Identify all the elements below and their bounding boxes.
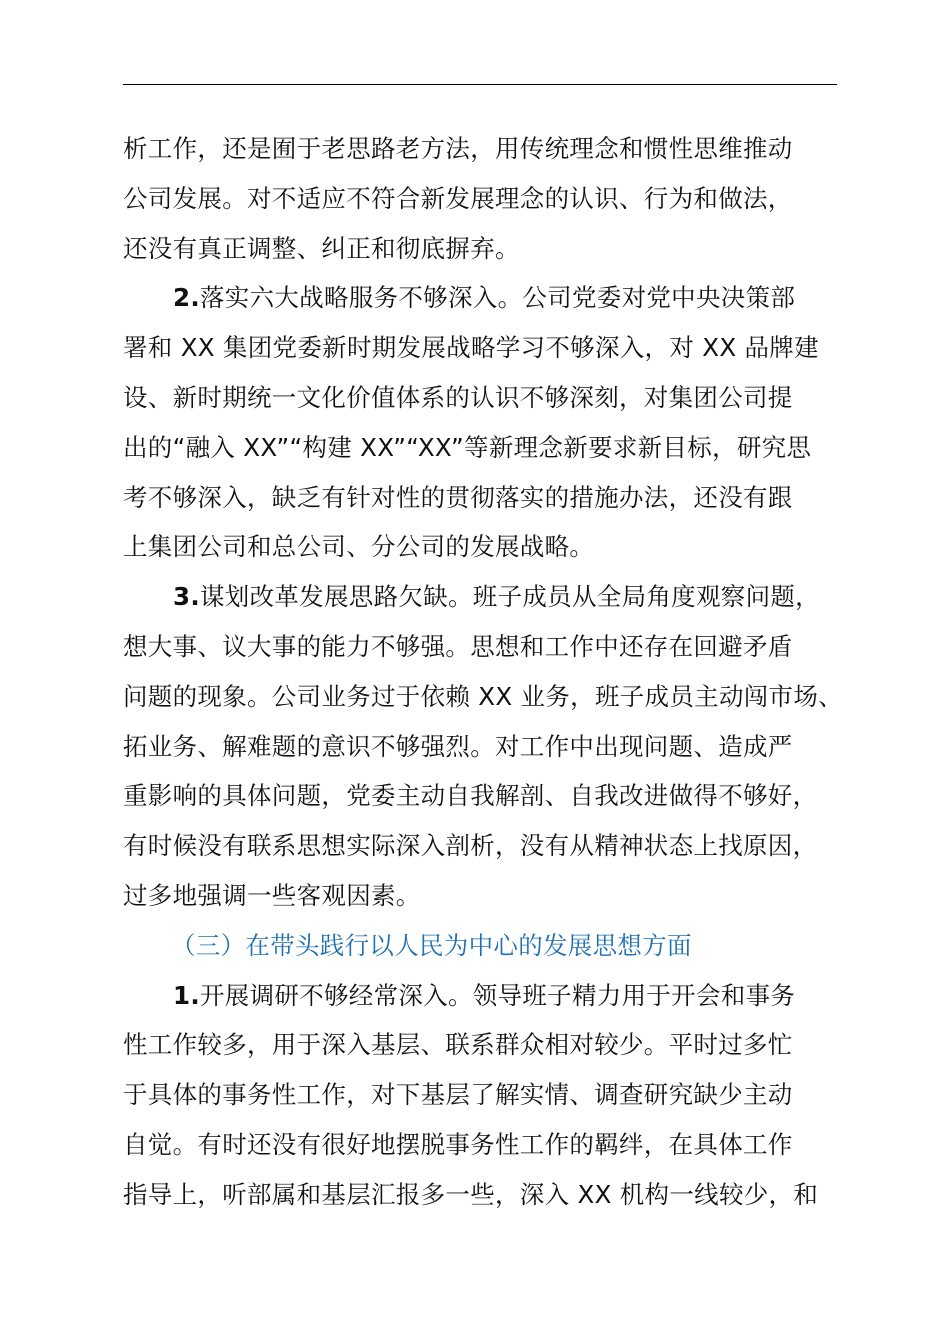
text-line	[123, 572, 837, 622]
section-heading	[123, 921, 837, 971]
header-rule	[123, 84, 837, 85]
text-line: 出的“融入 XX”“构建 XX”“XX”等新理念新要求新目标，研究思	[123, 432, 812, 462]
text-line: 重影响的具体问题，党委主动自我解剖、自我改进做得不够好，	[123, 781, 818, 811]
item-lead-text: 开展调研不够经常深入。领导班子精力用于开会和事务	[199, 980, 796, 1010]
text-line: 还没有真正调整、纠正和彻底摒弃。	[123, 233, 520, 263]
section-heading-text: （三）在带头践行以人民为中心的发展思想方面	[171, 930, 692, 960]
text-line: 想大事、议大事的能力不够强。思想和工作中还存在回避矛盾	[123, 631, 793, 661]
text-line: 有时候没有联系思想实际深入剖析，没有从精神状态上找原因，	[123, 831, 818, 861]
text-line: 过多地强调一些客观因素。	[123, 880, 421, 910]
text-line: 公司发展。对不适应不符合新发展理念的认识、行为和做法，	[123, 183, 793, 213]
document-body	[123, 124, 843, 1220]
text-line: 于具体的事务性工作，对下基层了解实情、调查研究缺少主动	[123, 1080, 793, 1110]
text-line: 问题的现象。公司业务过于依赖 XX 业务，班子成员主动闯市场、	[123, 681, 843, 711]
item-lead-text: 谋划改革发展思路欠缺。班子成员从全局角度观察问题，	[199, 582, 820, 612]
text-line: 性工作较多，用于深入基层、联系群众相对较少。平时过多忙	[123, 1030, 793, 1060]
text-line	[123, 273, 837, 323]
item-lead-text: 落实六大战略服务不够深入。公司党委对党中央决策部	[199, 283, 796, 313]
text-line: 自觉。有时还没有很好地摆脱事务性工作的羁绊，在具体工作	[123, 1129, 793, 1159]
text-line: 上集团公司和总公司、分公司的发展战略。	[123, 532, 595, 562]
item-number: 2.	[173, 283, 200, 313]
text-line	[123, 971, 837, 1021]
text-line: 考不够深入，缺乏有针对性的贯彻落实的措施办法，还没有跟	[123, 482, 793, 512]
text-line: 指导上，听部属和基层汇报多一些，深入 XX 机构一线较少，和	[123, 1179, 819, 1209]
paragraph-item-2	[123, 273, 837, 572]
text-line: 设、新时期统一文化价值体系的认识不够深刻，对集团公司提	[123, 382, 793, 412]
text-line: 拓业务、解难题的意识不够强烈。对工作中出现问题、造成严	[123, 731, 793, 761]
item-number: 1.	[173, 980, 200, 1010]
item-number: 3.	[173, 582, 200, 612]
paragraph-item-3	[123, 572, 843, 921]
text-line: 析工作，还是囿于老思路老方法，用传统理念和惯性思维推动	[123, 134, 793, 163]
paragraph-continuation	[123, 124, 837, 273]
text-line: 署和 XX 集团党委新时期发展战略学习不够深入，对 XX 品牌建	[123, 333, 819, 363]
paragraph-item-1	[123, 971, 837, 1220]
